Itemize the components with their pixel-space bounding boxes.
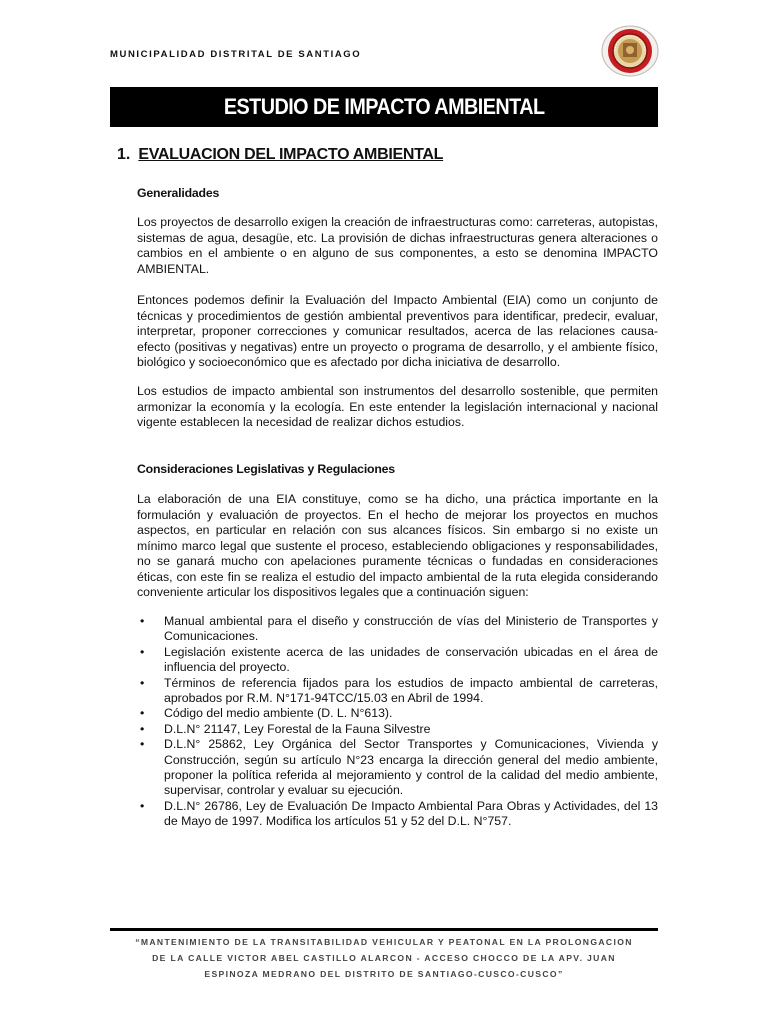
subheading-consideraciones: Consideraciones Legislativas y Regulaciones (137, 462, 395, 476)
footer-line: DE LA CALLE VICTOR ABEL CASTILLO ALARCON - ACCESO CHOCCO DE LA APV. JUAN (152, 953, 616, 963)
organization-name: MUNICIPALIDAD DISTRITAL DE SANTIAGO (110, 49, 362, 60)
list-item (137, 676, 658, 707)
bullet-icon: • (140, 614, 145, 628)
bullet-icon: • (140, 721, 145, 736)
municipal-seal-icon (601, 25, 659, 77)
list-item-text: D.L.N° 26786, Ley de Evaluación De Impacto Ambiental Para Obras y Actividades, del 13 de Mayo de 1997. Modifica los artículos 51 y 52 del D.L. N°757. (164, 798, 658, 829)
list-item-text: Código del medio ambiente (D. L. N°613). (164, 706, 393, 721)
list-item-text: Manual ambiental para el diseño y construcción de vías del Ministerio de Transportes y Comunicaciones. (164, 614, 658, 644)
list-item (137, 645, 658, 676)
section-heading (117, 146, 443, 164)
bullet-icon: • (140, 644, 145, 659)
bullet-icon: • (140, 798, 145, 813)
paragraph: La elaboración de una EIA constituye, como se ha dicho, una práctica importante en la formulación y evaluación de proyectos. En el hecho de mejorar los proyectos en muchos aspectos, en particular en relación con sus alcances físicos. Sin embargo si no existe un mínimo marco legal que sustente el proceso, estableciendo obligaciones y responsabilidades, no se ganará mucho con apelaciones puramente técnicas o fundadas en consideraciones éticas, con este fin se realiza el estudio del impacto ambiental de la ruta elegida considerando conveniente articular los dispositivos legales que a continuación siguen: (137, 492, 658, 599)
section-number: 1. (117, 146, 131, 163)
paragraph: Los proyectos de desarrollo exigen la creación de infraestructuras como: carreteras, autopistas, sistemas de agua, desagüe, etc. La provisión de dichas infraestructuras genera alteraciones o cambios en el ambiente o en alguno de sus componentes, a esto se denomina IMPACTO AMBIENTAL. (137, 215, 658, 276)
subheading-generalidades: Generalidades (137, 186, 220, 200)
list-item-text: D.L.N° 21147, Ley Forestal de la Fauna Silvestre (164, 721, 431, 736)
footer-divider (110, 928, 658, 931)
bullet-icon: • (140, 706, 145, 721)
document-title: ESTUDIO DE IMPACTO AMBIENTAL (223, 94, 545, 119)
document-title-banner (110, 87, 658, 127)
bullet-icon: • (140, 675, 145, 690)
paragraph: Los estudios de impacto ambiental son instrumentos del desarrollo sostenible, que permiten armonizar la economía y la ecología. En este entender la legislación internacional y nacional vigente establecen la necesidad de realizar dichos estudios. (137, 384, 658, 429)
list-item (137, 706, 658, 721)
section-title: EVALUACION DEL IMPACTO AMBIENTAL (138, 146, 444, 163)
list-item (137, 737, 658, 799)
list-item-text: Legislación existente acerca de las unidades de conservación ubicadas en el área de influencia del proyecto. (164, 644, 658, 675)
footer-project-title (110, 934, 658, 982)
list-item (137, 722, 658, 737)
footer-line: ESPINOZA MEDRANO DEL DISTRITO DE SANTIAGO-CUSCO-CUSCO” (204, 969, 564, 979)
list-item-text: D.L.N° 25862, Ley Orgánica del Sector Transportes y Comunicaciones, Vivienda y Construcción, según su artículo N°23 encarga la dirección general del medio ambiente, proponer la política referida al mejoramiento y control de la calidad del medio ambiente, supervisar, controlar y evaluar su ejecución. (164, 737, 658, 798)
list-item (137, 614, 658, 645)
list-item-text: Términos de referencia fijados para los estudios de impacto ambiental de carreteras, aprobados por R.M. N°171-94TCC/15.03 en Abril de 1994. (164, 675, 658, 706)
footer-line: “MANTENIMIENTO DE LA TRANSITABILIDAD VEHICULAR Y PEATONAL EN LA PROLONGACION (135, 937, 633, 947)
paragraph: Entonces podemos definir la Evaluación del Impacto Ambiental (EIA) como un conjunto de técnicas y procedimientos de gestión ambiental preventivos para identificar, predecir, evaluar, interpretar, proponer correcciones y comunicar resultados, acerca de las relaciones causa-efecto (positivas y negativas) entre un proyecto o programa de desarrollo, y el ambiente físico, biológico y socioeconómico que es afectado por dicha iniciativa de desarrollo. (137, 293, 658, 369)
list-item (137, 799, 658, 830)
legal-provisions-list (137, 614, 658, 830)
bullet-icon: • (140, 737, 145, 752)
